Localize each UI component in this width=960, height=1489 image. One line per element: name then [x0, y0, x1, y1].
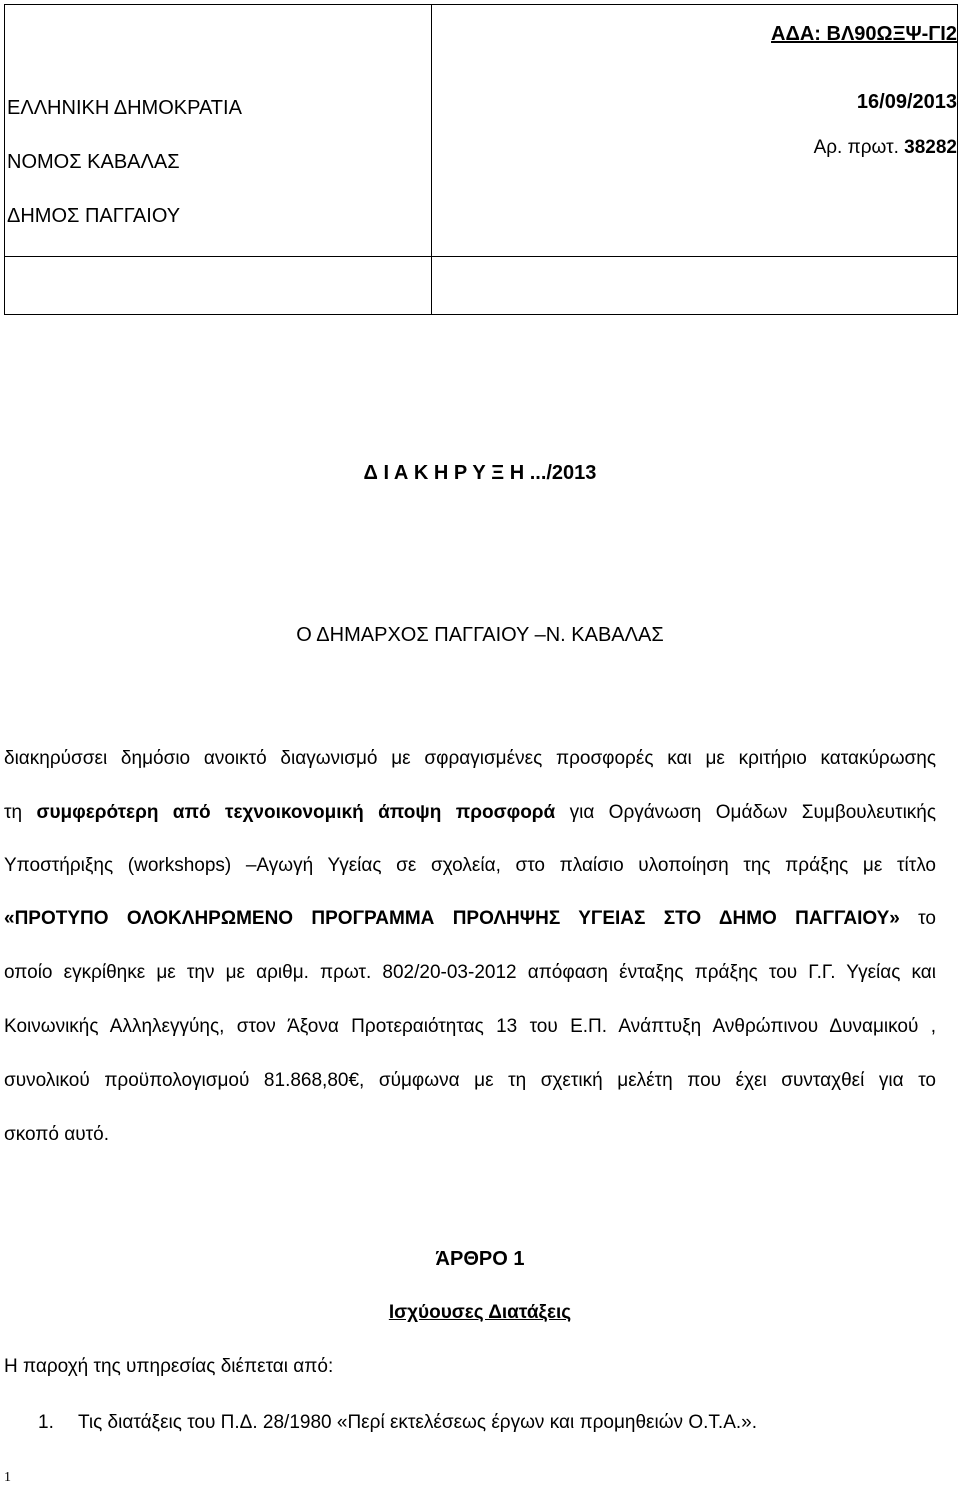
body-line-4-post: το — [899, 908, 936, 929]
issuer-line-1: ΕΛΛΗΝΙΚΗ ΔΗΜΟΚΡΑΤΙΑ — [7, 97, 242, 119]
header-left-cell — [5, 5, 432, 257]
article-heading: ΆΡΘΡΟ 1 — [435, 1248, 525, 1270]
list-item-number: 1. — [38, 1412, 54, 1433]
protocol-number: 38282 — [904, 137, 957, 158]
body-line-2-bold: συμφερότερη από τεχνοικονομική άποψη προσφορά — [36, 802, 556, 823]
document-subtitle: Ο ΔΗΜΑΡΧΟΣ ΠΑΓΓΑΙΟΥ –Ν. ΚΑΒΑΛΑΣ — [296, 624, 664, 646]
protocol-label: Αρ. πρωτ. — [813, 137, 905, 158]
body-line-1: διακηρύσσει δημόσιο ανοικτό διαγωνισμό με σφραγισμένες προσφορές και με κριτήριο κατακύρωσης — [4, 748, 936, 769]
ada-code: ΑΔΑ: ΒΛ90ΩΞΨ-ΓΙ2 — [771, 23, 957, 45]
body-line-3: Υποστήριξης (workshops) –Αγωγή Υγείας σε σχολεία, στο πλαίσιο υλοποίηση της πράξης με τίτλο — [4, 855, 936, 876]
body-line-2-pre: τη — [4, 802, 37, 823]
header-table — [4, 4, 958, 315]
header-empty-cell-left — [5, 257, 432, 315]
issuer-line-2: ΝΟΜΟΣ ΚΑΒΑΛΑΣ — [7, 151, 180, 173]
list-item-text: Τις διατάξεις του Π.Δ. 28/1980 «Περί εκτελέσεως έργων και προμηθειών Ο.Τ.Α.». — [78, 1412, 757, 1433]
body-line-2 — [4, 802, 936, 824]
body-line-7: συνολικού προϋπολογισμού 81.868,80€, σύμφωνα με τη σχετική μελέτη που έχει συνταχθεί για το — [4, 1070, 936, 1091]
body-line-4 — [4, 908, 936, 930]
page-number: 1 — [4, 1470, 11, 1485]
header-right-cell — [432, 5, 958, 257]
project-title: «ΠΡΟΤΥΠΟ ΟΛΟΚΛΗΡΩΜΕΝΟ ΠΡΟΓΡΑΜΜΑ ΠΡΟΛΗΨΗΣ ΥΓΕΙΑΣ ΣΤΟ ΔΗΜΟ ΠΑΓΓΑΙΟΥ» — [4, 908, 900, 929]
body-line-2-post: για Οργάνωση Ομάδων Συμβουλευτικής — [555, 802, 937, 823]
body-line-5: οποίο εγκρίθηκε με την με αριθμ. πρωτ. 802/20-03-2012 απόφαση ένταξης πράξης του Γ.Γ. Υγείας και — [4, 962, 936, 983]
body-line-6: Κοινωνικής Αλληλεγγύης, στον Άξονα Προτεραιότητας 13 του Ε.Π. Ανάπτυξη Ανθρώπινου Δυναμικού , — [4, 1016, 936, 1037]
issuer-line-3: ΔΗΜΟΣ ΠΑΓΓΑΙΟΥ — [7, 205, 181, 227]
article-subheading: Ισχύουσες Διατάξεις — [388, 1302, 572, 1323]
body-line-8: σκοπό αυτό. — [4, 1124, 109, 1145]
document-title: Δ Ι Α Κ Η Ρ Υ Ξ Η .../2013 — [363, 462, 597, 484]
header-empty-cell-right — [432, 257, 958, 315]
article-intro: Η παροχή της υπηρεσίας διέπεται από: — [4, 1356, 334, 1377]
protocol-number-line — [814, 137, 957, 159]
document-date: 16/09/2013 — [856, 91, 957, 113]
